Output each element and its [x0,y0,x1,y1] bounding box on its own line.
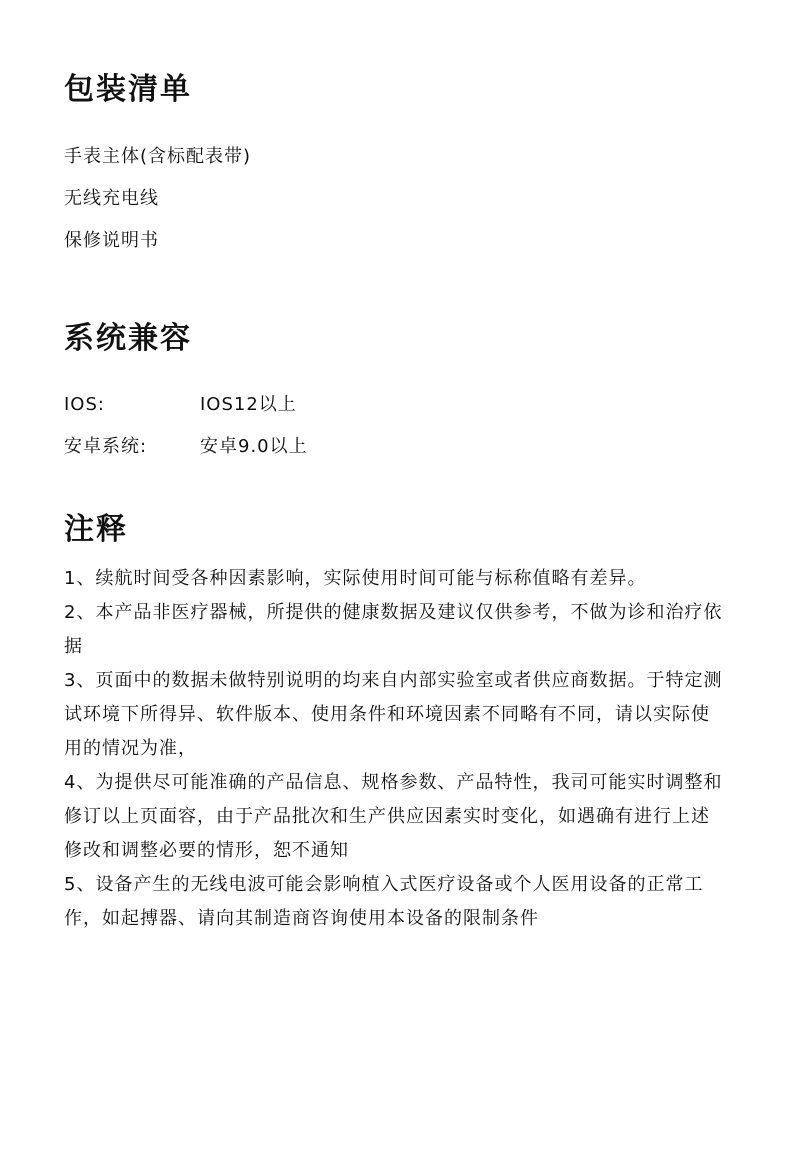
system-compat-title: 系统兼容 [64,321,192,356]
package-item: 无线充电线 [64,188,159,209]
note-item: 5、设备产生的无线电波可能会影响植入式医疗设备或个人医用设备的正常工作，如起搏器、请向其制造商咨询使用本设备的限制条件 [64,874,704,929]
spec-row-ios [64,390,297,416]
notes-list [64,562,724,936]
spec-value: IOS12以上 [200,394,297,415]
package-item: 手表主体(含标配表带) [64,146,252,167]
spec-key: 安卓系统: [64,436,148,457]
spec-value: 安卓9.0以上 [200,436,308,457]
note-item: 1、续航时间受各种因素影响，实际使用时间可能与标称值略有差异。 [64,568,647,589]
spec-row-android [64,432,308,458]
notes-title: 注释 [64,512,128,547]
package-item: 保修说明书 [64,230,159,251]
note-item: 3、页面中的数据未做特别说明的均来自内部实验室或者供应商数据。于特定测试环境下所得异、软件版本、使用条件和环境因素不同略有不同，请以实际使用的情况为准， [64,670,723,759]
note-item: 2、本产品非医疗器械，所提供的健康数据及建议仅供参考，不做为诊和治疗依据 [64,602,723,657]
note-item: 4、为提供尽可能准确的产品信息、规格参数、产品特性，我司可能实时调整和修订以上页面容，由于产品批次和生产供应因素实时变化，如遇确有进行上述修改和调整必要的情形，恕不通知 [64,772,723,861]
package-list-title: 包装清单 [64,72,192,107]
spec-key: IOS: [64,394,105,415]
